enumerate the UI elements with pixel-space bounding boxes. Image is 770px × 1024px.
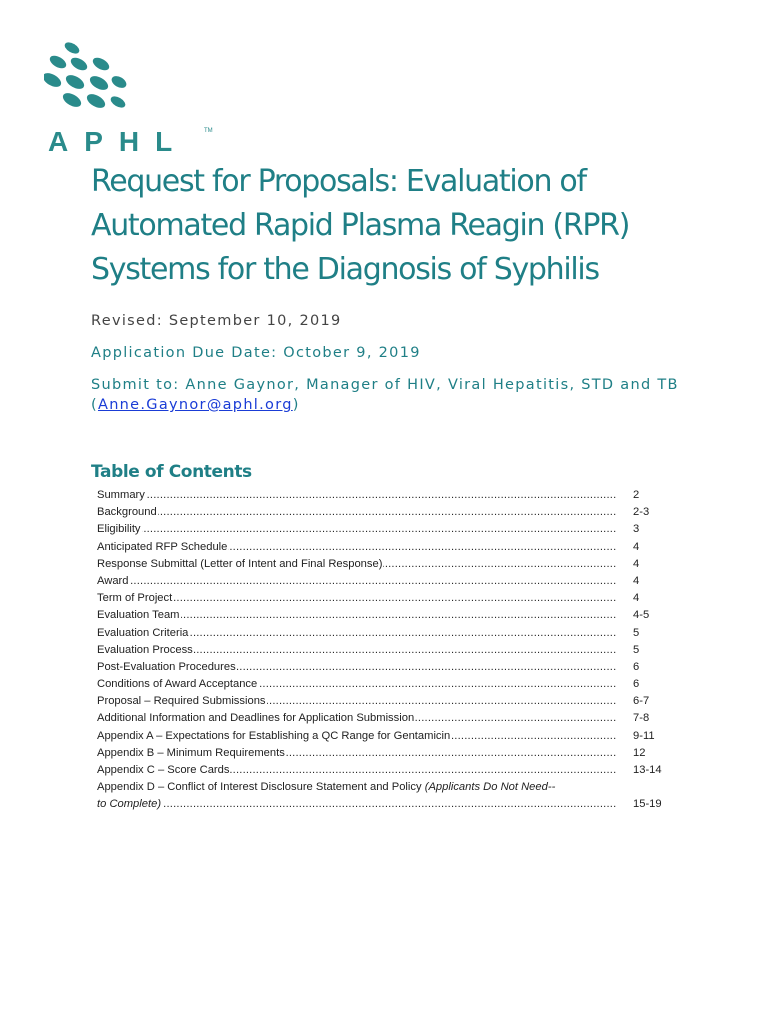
toc-page-number: 2-3 xyxy=(633,506,650,519)
application-due-date: Application Due Date: October 9, 2019 xyxy=(91,345,421,361)
trademark-symbol: TM xyxy=(204,128,213,134)
toc-page-number: 4 xyxy=(633,540,640,553)
toc-entry-label: Evaluation Team xyxy=(97,609,180,622)
toc-entry-title xyxy=(97,710,617,727)
toc-page-number: 6 xyxy=(633,678,640,691)
toc-page-number: 4-5 xyxy=(633,609,650,622)
toc-entry-label: Appendix D – Conflict of Interest Disclosure Statement and Policy xyxy=(97,781,425,794)
toc-entry[interactable] xyxy=(97,539,677,556)
toc-entry-title xyxy=(97,762,617,779)
toc-entry-title xyxy=(97,539,617,556)
toc-entry[interactable] xyxy=(97,642,677,659)
toc-page-number: 4 xyxy=(633,592,640,605)
toc-page-number: 4 xyxy=(633,557,640,570)
toc-entry[interactable] xyxy=(97,745,677,762)
toc-page-number: 4 xyxy=(633,574,640,587)
toc-entry[interactable] xyxy=(97,762,677,779)
toc-page-number: 2 xyxy=(633,489,640,501)
toc-entry-note: (Applicants Do Not Need-- xyxy=(424,781,556,794)
submit-to-text: Submit to: Anne Gaynor, Manager of HIV, Viral Hepatitis, STD and TB xyxy=(91,377,679,393)
toc-page-number: 13-14 xyxy=(633,764,662,776)
toc-entry-title xyxy=(97,521,617,538)
toc-entry-label: Anticipated RFP Schedule xyxy=(97,540,228,553)
submit-to: Submit to: Anne Gaynor, Manager of HIV, Viral Hepatitis, STD and TB (Anne.Gaynor@aphl.org) xyxy=(91,377,679,413)
toc-entry[interactable] xyxy=(97,659,677,676)
toc-entry[interactable] xyxy=(97,693,677,710)
revised-date: Revised: September 10, 2019 xyxy=(91,313,342,329)
toc-entry-label: Eligibility xyxy=(97,523,141,536)
toc-entry-label: Proposal – Required Submissions xyxy=(97,695,266,708)
toc-entry-title xyxy=(97,676,617,693)
toc-entry-label: Summary xyxy=(97,489,145,501)
toc-entry-title xyxy=(97,625,617,642)
toc-entry-label: Additional Information and Deadlines for Application Submission xyxy=(97,712,415,725)
toc-entry[interactable] xyxy=(97,573,677,590)
toc-entry-label: Post-Evaluation Procedures xyxy=(97,660,236,673)
toc-entry[interactable] xyxy=(97,590,677,607)
toc-entry-title xyxy=(97,590,617,607)
toc-entry[interactable] xyxy=(97,779,677,813)
toc-entry-title xyxy=(97,745,617,762)
toc-entry-title xyxy=(97,487,617,504)
toc-page-number: 5 xyxy=(633,626,640,639)
toc-entry-title xyxy=(97,642,617,659)
toc-entry-title xyxy=(97,556,617,573)
toc-entry[interactable] xyxy=(97,625,677,642)
toc-page-number: 3 xyxy=(633,523,640,536)
toc-entry[interactable] xyxy=(97,676,677,693)
toc-entry-label: Term of Project xyxy=(97,592,173,605)
toc-page-number: 5 xyxy=(633,643,640,656)
toc-entry-title xyxy=(97,659,617,676)
toc-page-number: 7-8 xyxy=(633,712,650,725)
toc-entry-label: Evaluation Process xyxy=(97,643,193,656)
toc-entry-title xyxy=(97,728,617,745)
toc-entry[interactable] xyxy=(97,556,677,573)
toc-entry[interactable] xyxy=(97,710,677,727)
toc-entry-title xyxy=(97,607,617,624)
toc-entry[interactable] xyxy=(97,521,677,538)
toc-entry[interactable] xyxy=(97,728,677,745)
toc-page-number: 9-11 xyxy=(633,729,655,742)
toc-page-number: 12 xyxy=(633,746,646,759)
toc-entry[interactable] xyxy=(97,607,677,624)
toc-page-number: 6-7 xyxy=(633,695,650,708)
toc-page-number: 15-19 xyxy=(633,798,662,811)
toc-entry-title xyxy=(97,779,617,813)
toc-entry-label: Background xyxy=(97,506,157,519)
toc-entry-label: Award xyxy=(97,574,129,587)
toc-entry-title xyxy=(97,693,617,710)
toc-page-number: 6 xyxy=(633,660,640,673)
toc-entry-note-continued: to Complete) xyxy=(97,798,162,811)
toc-entry-title xyxy=(97,504,617,521)
toc-entry-label: Appendix A – Expectations for Establishing a QC Range for Gentamicin xyxy=(97,729,451,742)
toc-entry-title xyxy=(97,573,617,590)
toc-entry[interactable] xyxy=(97,487,677,504)
toc-entry-label: Appendix C – Score Cards xyxy=(97,764,230,776)
email-link[interactable]: Anne.Gaynor@aphl.org xyxy=(97,397,293,413)
toc-entry[interactable] xyxy=(97,504,677,521)
toc-entry-label: Appendix B – Minimum Requirements xyxy=(97,746,285,759)
toc-entry-label: Response Submittal (Letter of Intent and Final Response) xyxy=(97,557,383,570)
table-of-contents xyxy=(97,487,677,814)
document-title: Request for Proposals: Evaluation of Automated Rapid Plasma Reagin (RPR) Systems for the Diagnosis of Syphilis xyxy=(91,164,630,287)
aphl-logo-text: APHL xyxy=(48,126,189,157)
aphl-logo-mark-icon xyxy=(44,38,174,134)
toc-entry-label: Evaluation Criteria xyxy=(97,626,189,639)
toc-entry-label: Conditions of Award Acceptance xyxy=(97,678,258,691)
aphl-logo xyxy=(44,38,214,158)
toc-heading: Table of Contents xyxy=(91,462,252,482)
